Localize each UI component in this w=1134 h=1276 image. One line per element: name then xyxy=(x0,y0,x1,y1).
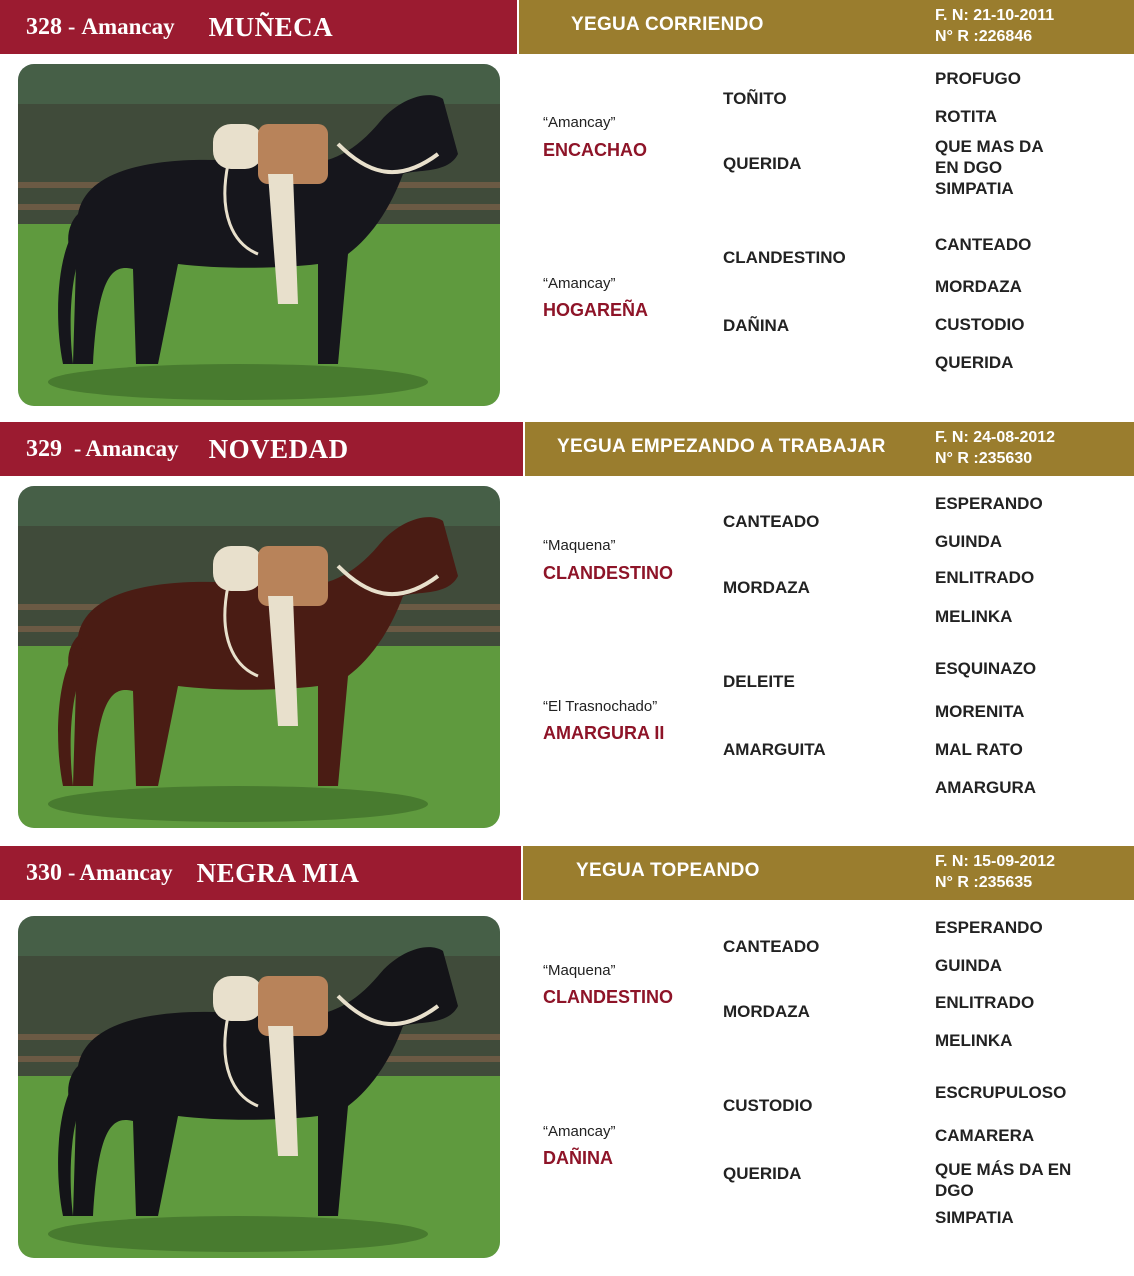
great-grandparent: MORDAZA xyxy=(935,277,1022,296)
sire: CLANDESTINO xyxy=(543,987,673,1007)
dam-sire: CLANDESTINO xyxy=(723,248,846,267)
dam: HOGAREÑA xyxy=(543,300,649,320)
great-grandparent: GUINDA xyxy=(935,956,1003,975)
dam-dam: AMARGUITA xyxy=(723,740,826,759)
registry-number: N° R :226846 xyxy=(935,28,1033,45)
sire-dam: QUERIDA xyxy=(723,154,802,173)
registry-number: N° R :235635 xyxy=(935,874,1033,891)
lot-separator: - xyxy=(74,436,82,461)
great-grandparent: SIMPATIA xyxy=(935,1208,1014,1227)
sire-prefix: “Maquena” xyxy=(543,962,616,979)
great-grandparent: MAL RATO xyxy=(935,740,1023,759)
great-grandparent: GUINDA xyxy=(935,532,1003,551)
breeder-name: Amancay xyxy=(79,860,173,885)
great-grandparent: CUSTODIO xyxy=(935,315,1025,334)
pedigree xyxy=(0,422,1134,844)
lot-330 xyxy=(0,846,1134,1276)
breeder-name: Amancay xyxy=(85,436,179,461)
great-grandparent: QUE MAS DA EN DGO SIMPATIA xyxy=(935,137,1044,198)
sire-dam: MORDAZA xyxy=(723,1002,810,1021)
sire-sire: TOÑITO xyxy=(723,89,787,108)
great-grandparent: PROFUGO xyxy=(935,69,1021,88)
great-grandparent: ESQUINAZO xyxy=(935,659,1037,678)
dam-dam: QUERIDA xyxy=(723,1164,802,1183)
great-grandparent: CAMARERA xyxy=(935,1126,1035,1145)
great-grandparent: MELINKA xyxy=(935,607,1013,626)
great-grandparent: QUERIDA xyxy=(935,353,1014,372)
great-grandparent: ENLITRADO xyxy=(935,568,1035,587)
horse-name: MUÑECA xyxy=(208,11,334,42)
great-grandparent: MORENITA xyxy=(935,702,1025,721)
category: YEGUA TOPEANDO xyxy=(576,860,760,881)
great-grandparent: ROTITA xyxy=(935,107,998,126)
dam-prefix: “El Trasnochado” xyxy=(543,698,658,715)
birth-date: F. N: 15-09-2012 xyxy=(935,853,1056,870)
horse-name: NOVEDAD xyxy=(208,433,349,464)
great-grandparent: MELINKA xyxy=(935,1031,1013,1050)
dam: DAÑINA xyxy=(543,1148,613,1168)
lot-329 xyxy=(0,422,1134,844)
great-grandparent: QUE MÁS DA EN DGO xyxy=(935,1160,1072,1200)
registry-number: N° R :235630 xyxy=(935,450,1033,467)
pedigree xyxy=(0,846,1134,1268)
sire-sire: CANTEADO xyxy=(723,937,820,956)
birth-date: F. N: 24-08-2012 xyxy=(935,429,1056,446)
birth-date: F. N: 21-10-2011 xyxy=(935,7,1055,24)
sire-prefix: “Amancay” xyxy=(543,114,616,131)
sire-sire: CANTEADO xyxy=(723,512,820,531)
sire: ENCACHAO xyxy=(543,140,648,160)
lot-separator: - xyxy=(68,860,76,885)
lot-328 xyxy=(0,0,1134,422)
great-grandparent: ENLITRADO xyxy=(935,993,1035,1012)
sire-dam: MORDAZA xyxy=(723,578,810,597)
dam-prefix: “Amancay” xyxy=(543,1123,616,1140)
sire: CLANDESTINO xyxy=(543,563,673,583)
breeder-name: Amancay xyxy=(81,14,175,39)
dam-dam: DAÑINA xyxy=(723,316,790,335)
dam-prefix: “Amancay” xyxy=(543,275,616,292)
great-grandparent: CANTEADO xyxy=(935,235,1032,254)
pedigree xyxy=(0,0,1134,422)
category: YEGUA EMPEZANDO A TRABAJAR xyxy=(557,436,886,457)
lot-number: 329 xyxy=(26,435,62,462)
great-grandparent: ESPERANDO xyxy=(935,918,1043,937)
category: YEGUA CORRIENDO xyxy=(571,14,764,35)
horse-name: NEGRA MIA xyxy=(196,857,360,888)
great-grandparent: ESPERANDO xyxy=(935,494,1043,513)
sire-prefix: “Maquena” xyxy=(543,537,616,554)
dam-sire: CUSTODIO xyxy=(723,1096,813,1115)
lot-number: 330 xyxy=(26,859,62,886)
great-grandparent: AMARGURA xyxy=(935,778,1037,797)
dam-sire: DELEITE xyxy=(723,672,795,691)
dam: AMARGURA II xyxy=(543,723,665,743)
great-grandparent: ESCRUPULOSO xyxy=(935,1083,1067,1102)
lot-number: 328 xyxy=(26,13,62,40)
lot-separator: - xyxy=(68,14,76,39)
